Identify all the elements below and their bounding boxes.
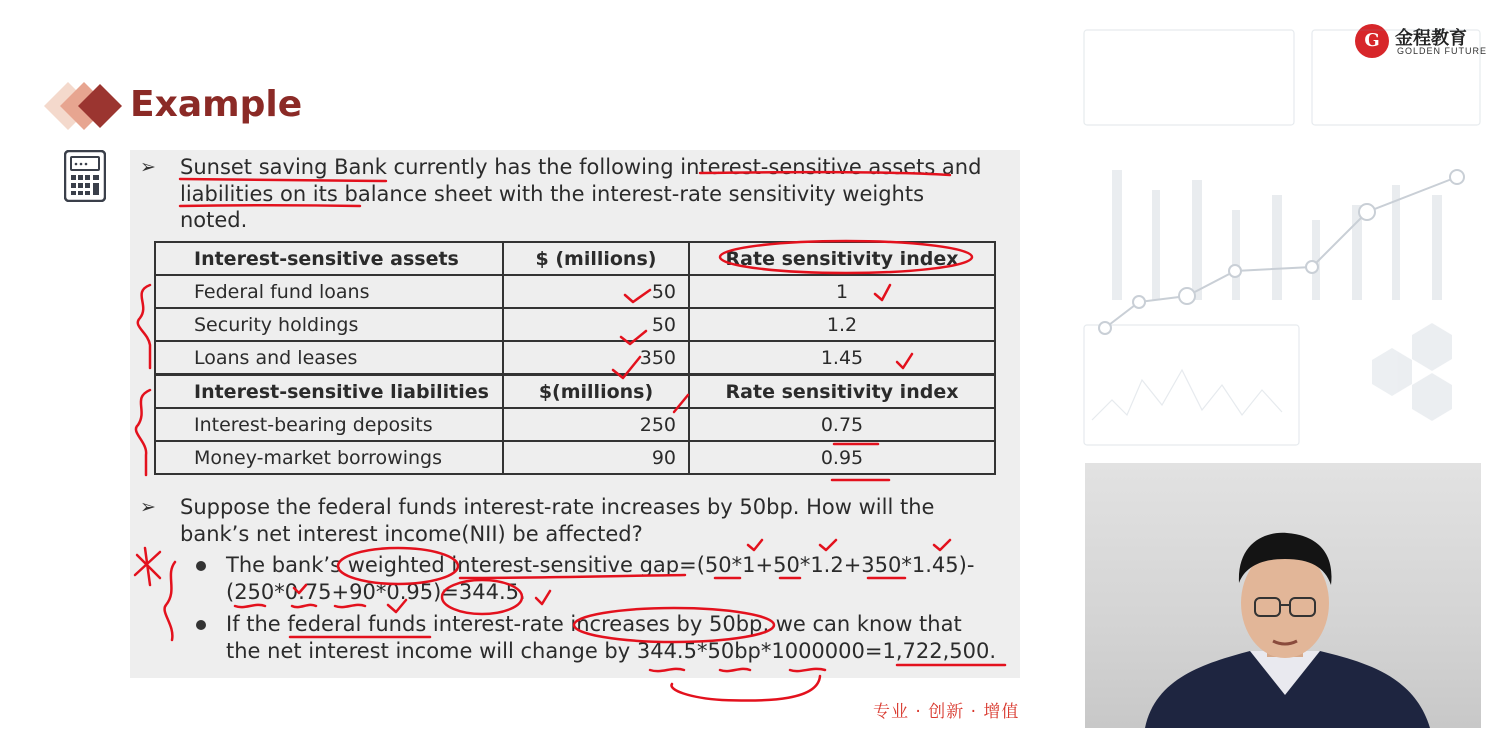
arrow-bullet-icon: ➢ [140,497,156,518]
table-row [155,275,995,308]
table-cell: 1.2 [689,308,995,341]
table-cell: 1.45 [689,341,995,375]
presenter-video[interactable] [1085,463,1481,728]
background-decoration [1082,20,1482,450]
table-header-cell: $(millions) [503,375,689,409]
presenter-figure [1085,463,1481,728]
table-header-cell: $ (millions) [503,242,689,275]
table-cell: 50 [503,275,689,308]
table-cell: Interest-bearing deposits [155,408,503,441]
table-cell: 50 [503,308,689,341]
table-cell: Federal fund loans [155,275,503,308]
content-panel [130,150,1020,678]
sub2-line2: the net interest income will change by 344.5*50bp*1000000=1,722,500. [226,638,997,663]
dot-bullet-icon [196,561,206,571]
table-row [155,441,995,474]
sub1-line2: (250*0.75+90*0.95)=344.5. [226,579,526,604]
logo-name-cn: 金程教育 [1395,28,1467,49]
table-row [155,408,995,441]
annotation-link [672,676,820,701]
table-cell: 0.95 [689,441,995,474]
slide-title-area [44,82,464,130]
logo-name-en: GOLDEN FUTURE [1397,46,1488,56]
arrow-bullet-icon: ➢ [140,157,156,178]
liabilities-header-row [155,375,995,409]
dot-bullet-icon [196,620,206,630]
table-cell: 250 [503,408,689,441]
sub2-line1: If the federal funds interest-rate increases by 50bp, we can know that [226,612,962,636]
table-cell: 350 [503,341,689,375]
table-header-cell: Interest-sensitive liabilities [155,375,503,409]
assets-header-row [155,242,995,275]
bullet1-line1: Sunset saving Bank currently has the following interest-sensitive assets and [180,155,982,179]
table-header-cell: Rate sensitivity index [689,242,995,275]
table-header-cell: Rate sensitivity index [689,375,995,409]
bullet2-line1: Suppose the federal funds interest-rate increases by 50bp. How will the [180,495,935,519]
table-cell: 90 [503,441,689,474]
bullet1-line3: noted. [180,208,248,232]
table-header-cell: Interest-sensitive assets [155,242,503,275]
table-cell: 0.75 [689,408,995,441]
table-cell: 1 [689,275,995,308]
page-title: Example [130,84,303,125]
table-cell: Money-market borrowings [155,441,503,474]
table-row [155,341,995,375]
slogan: 专业 · 创新 · 增值 [873,702,1020,722]
bullet-problem-statement [180,154,981,234]
logo-mark: G [1355,24,1389,58]
table-cell: Security holdings [155,308,503,341]
sub1-line1: The bank’s weighted interest-sensitive gap=(50*1+50*1.2+350*1.45)- [226,553,975,577]
calculator-icon [64,150,106,202]
table-cell: Loans and leases [155,341,503,375]
bullet2-line2: bank’s net interest income(NII) be affected? [180,521,643,546]
sensitivity-table [154,241,996,475]
bullet-question [180,494,934,547]
bullet1-line2: liabilities on its balance sheet with the interest-rate sensitivity weights [180,181,925,206]
table-row [155,308,995,341]
sub-bullet-gap [226,552,974,605]
sub-bullet-nii-change [226,611,996,664]
title-diamonds-icon [44,82,134,130]
